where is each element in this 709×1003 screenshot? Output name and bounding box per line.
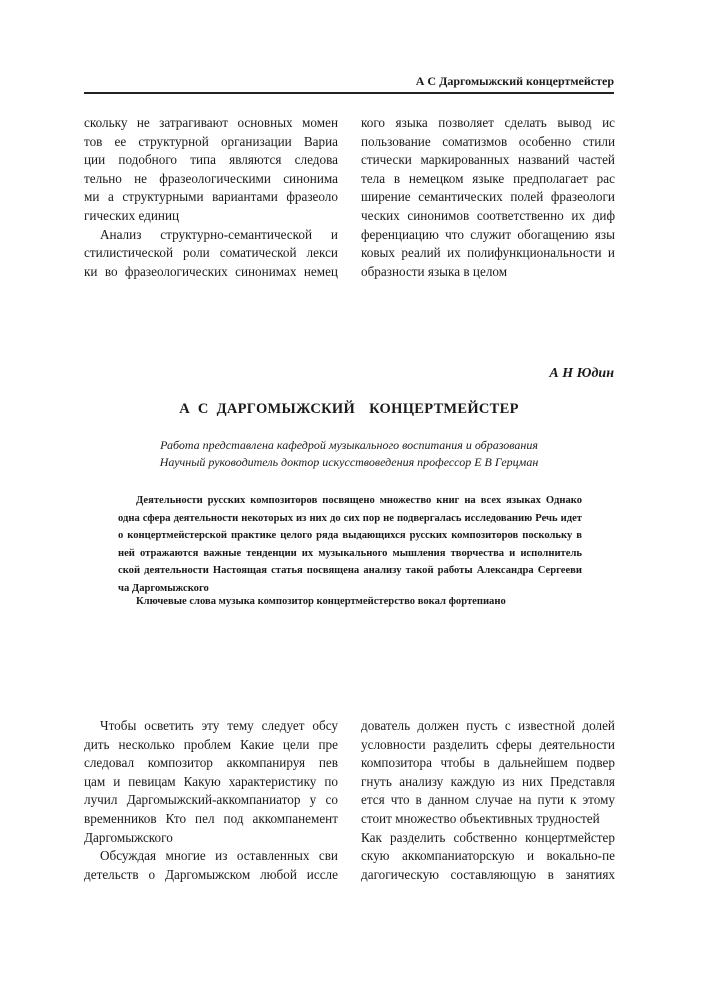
text-line: ковых реалий их полифункциональности и bbox=[361, 245, 615, 261]
keywords: Ключевые слова музыка композитор концертмейстерство вокал фортепиано bbox=[136, 596, 506, 607]
article-title-part1: А С ДАРГОМЫЖСКИЙ bbox=[179, 401, 356, 417]
text-line: скую аккомпаниаторскую и вокально-пе bbox=[361, 848, 615, 864]
affiliation bbox=[84, 437, 614, 471]
text-line: тов ее структурной организации Вариа bbox=[84, 133, 338, 149]
text-line: ции подобного типа являются следова bbox=[84, 152, 338, 168]
text-line: тельно не фразеологическими синонима bbox=[84, 170, 338, 186]
text-line: ческих синонимов соответственно их диф bbox=[361, 207, 615, 223]
text-line: лучил Даргомыжский-аккомпаниатор у со bbox=[84, 792, 338, 808]
article-author: А Н Юдин bbox=[549, 366, 614, 381]
text-line: стилистической роли соматической лекси bbox=[84, 245, 338, 261]
top-right-column bbox=[361, 114, 615, 281]
abstract bbox=[118, 492, 582, 597]
abstract-line: ской деятельности Настоящая статья посвящена анализу такой работы Александра Сергееви bbox=[118, 565, 582, 576]
text-line: детельств о Даргомыжском любой иссле bbox=[84, 866, 338, 882]
text-line: временников Кто пел под аккомпанемент bbox=[84, 810, 338, 826]
text-line: ки во фразеологических синонимах немец bbox=[84, 263, 338, 279]
abstract-line: Деятельности русских композиторов посвящено множество книг на всех языках Однако bbox=[136, 495, 582, 506]
text-line: Обсуждая многие из оставленных сви bbox=[100, 848, 338, 864]
supervisor-line: Научный руководитель доктор искусствоведения профессор Е В Герцман bbox=[159, 455, 539, 469]
text-line: ми а структурными вариантами фразеоло bbox=[84, 189, 338, 205]
text-line: композитора чтобы в дальнейшем подвер bbox=[361, 755, 615, 771]
text-line: пользование соматизмов особенно стили bbox=[361, 133, 615, 149]
text-line: стоит множество объективных трудностей bbox=[361, 810, 600, 826]
text-line: тела в немецком языке предполагает рас bbox=[361, 170, 615, 186]
header-rule bbox=[84, 92, 614, 94]
bottom-left-column bbox=[84, 717, 338, 884]
text-line: гнуть анализу каждую из них Представля bbox=[361, 773, 615, 789]
top-left-column bbox=[84, 114, 338, 281]
article-title bbox=[84, 401, 614, 418]
text-line: Даргомыжского bbox=[84, 829, 173, 845]
text-line: образности языка в целом bbox=[361, 263, 508, 279]
text-line: условности разделить сферы деятельности bbox=[361, 736, 615, 752]
abstract-line: ча Даргомыжского bbox=[118, 582, 209, 594]
text-line: Чтобы осветить эту тему следует обсу bbox=[100, 718, 338, 733]
text-line: дагогическую составляющую в занятиях bbox=[361, 866, 615, 882]
text-line: ференциацию что служит обогащению язы bbox=[361, 226, 615, 242]
text-line: дить несколько проблем Какие цели пре bbox=[84, 736, 338, 752]
text-line: скольку не затрагивают основных момен bbox=[84, 115, 338, 130]
running-header: А С Даргомыжский концертмейстер bbox=[415, 74, 614, 88]
text-line: цам и певицам Какую характеристику по bbox=[84, 773, 338, 789]
text-line: кого языка позволяет сделать вывод ис bbox=[361, 115, 615, 130]
text-line: ширение семантических полей фразеологи bbox=[361, 189, 615, 205]
text-line: следовал композитор аккомпанируя пев bbox=[84, 755, 338, 771]
text-line: гических единиц bbox=[84, 207, 180, 223]
text-line: ется что в данном случае на пути к этому bbox=[361, 792, 615, 808]
abstract-line: о концертмейстерской практике целого ряда выдающихся русских композиторов поскольку в bbox=[118, 530, 582, 541]
abstract-line: одна сфера деятельности некоторых из них до сих пор не подвергалась исследованию Речь идет bbox=[118, 512, 582, 524]
text-line: Анализ структурно-семантической и bbox=[100, 226, 338, 242]
text-line: стически маркированных названий частей bbox=[361, 152, 615, 168]
text-line: дователь должен пусть с известной долей bbox=[361, 718, 615, 733]
text-line: Как разделить собственно концертмейстер bbox=[361, 829, 615, 845]
bottom-right-column bbox=[361, 717, 615, 884]
affiliation-line: Работа представлена кафедрой музыкального воспитания и образования bbox=[160, 438, 538, 452]
article-title-part2: КОНЦЕРТМЕЙСТЕР bbox=[369, 401, 519, 417]
abstract-line: ней отражаются важные тенденции их музыкального мышления творчества и исполнитель bbox=[118, 547, 582, 559]
